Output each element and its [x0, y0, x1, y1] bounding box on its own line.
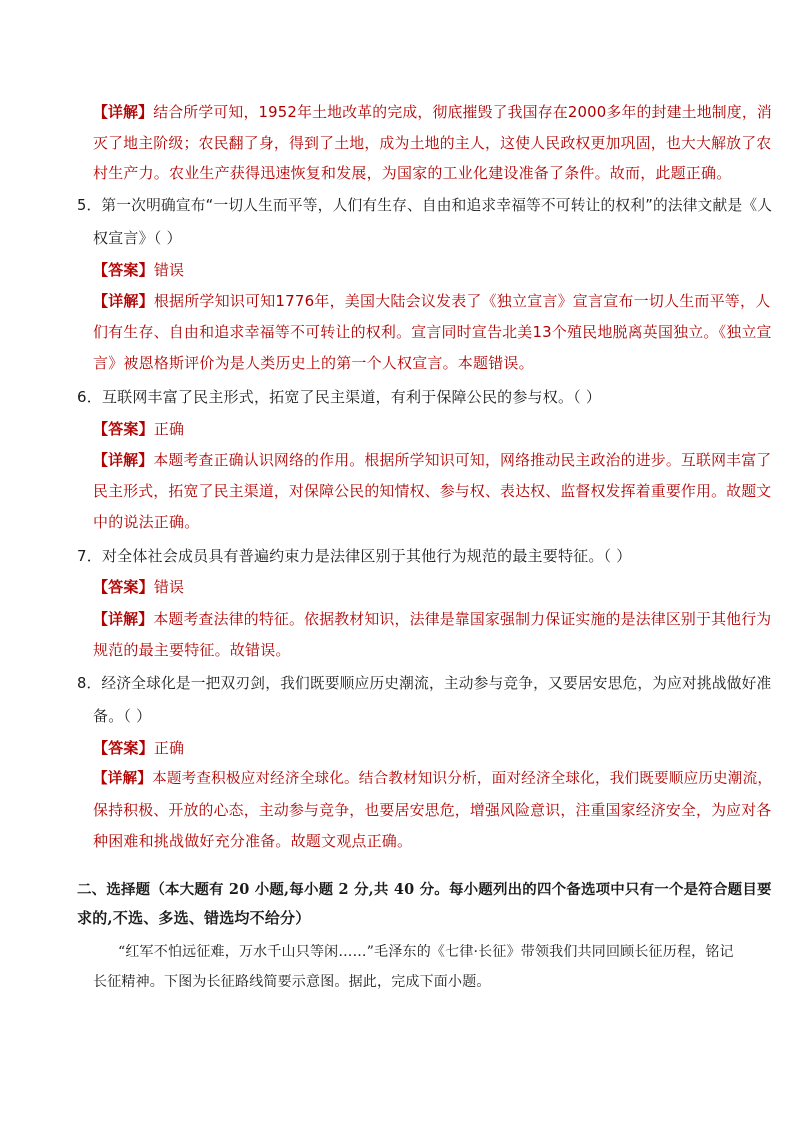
section-2-heading-line-2: 求的,不选、多选、错选均不给分）: [77, 909, 311, 927]
q6-answer-value: 正确: [153, 420, 185, 438]
detail-tag: 【详解】: [93, 451, 154, 469]
q8-detail-text-1: 本题考查积极应对经济全球化。结合教材知识分析，面对经济全球化，我们既要顺应历史潮流，: [152, 770, 773, 787]
q5-stem-line-2: 权宣言》（ ）: [93, 229, 182, 247]
q8-detail-line-2: 保持积极、开放的心态，主动参与竞争，也要居安思危，增强风险意识，注重国家经济安全，为应对各: [93, 801, 772, 819]
passage-line-1: “红军不怕远征难，万水千山只等闲……”毛泽东的《七律·长征》带领我们共同回顾长征历程，铭记: [118, 944, 734, 960]
q6-detail-line-2: 民主形式，拓宽了民主渠道，对保障公民的知情权、参与权、表达权、监督权发挥着重要作用。故题文: [93, 482, 772, 500]
q5-detail-line-2: 们有生存、自由和追求幸福等不可转让的权利。宣言同时宣告北美13个殖民地脱离英国独立。《独立宣: [93, 323, 772, 341]
q6-detail-text-1: 本题考查正确认识网络的作用。根据所学知识可知，网络推动民主政治的进步。互联网丰富了: [153, 451, 772, 469]
q5-stem-line-1: 5．第一次明确宣布“一切人生而平等，人们有生存、自由和追求幸福等不可转让的权利”的法律文献是《人: [77, 197, 773, 214]
q6-detail-line-3: 中的说法正确。: [93, 513, 200, 531]
answer-tag: 【答案】: [93, 261, 154, 279]
q7-detail-line-1: [93, 609, 771, 629]
q4-detail-line-2: 灭了地主阶级；农民翻了身，得到了土地，成为土地的主人，这使人民政权更加巩固，也大大解放了农: [93, 134, 772, 152]
q6-detail-line-1: [93, 450, 771, 470]
detail-tag: 【详解】: [93, 292, 154, 310]
q5-detail-line-3: 言》被恩格斯评价为是人类历史上的第一个人权宣言。本题错误。: [93, 354, 534, 372]
q5-answer: [93, 260, 184, 280]
q8-stem-line-2: 备。（ ）: [93, 707, 152, 725]
q7-stem: 7．对全体社会成员具有普遍约束力是法律区别于其他行为规范的最主要特征。（ ）: [77, 547, 632, 565]
q4-detail-text-1: 结合所学可知，1952年土地改革的完成，彻底摧毁了我国存在2000多年的封建土地制度，消: [153, 103, 772, 121]
answer-tag: 【答案】: [93, 420, 154, 438]
q6-stem: 6．互联网丰富了民主形式，拓宽了民主渠道，有利于保障公民的参与权。（ ）: [77, 388, 602, 406]
detail-tag: 【详解】: [93, 610, 154, 628]
section-2-heading-line-1: 二、选择题（本大题有 20 小题,每小题 2 分,共 40 分。每小题列出的四个备选项中只有一个是符合题目要: [77, 881, 772, 898]
q5-detail-text-1: 根据所学知识可知1776年，美国大陆会议发表了《独立宣言》宣言宣布一切人生而平等，人: [153, 292, 771, 310]
q6-answer: [93, 419, 184, 439]
detail-tag: 【详解】: [93, 103, 154, 121]
answer-tag: 【答案】: [93, 578, 154, 596]
q8-detail-line-3: 种困难和挑战做好充分准备。故题文观点正确。: [93, 832, 413, 850]
q7-answer: [93, 577, 184, 597]
q7-detail-line-2: 规范的最主要特征。故错误。: [93, 641, 291, 659]
detail-tag: 【详解】: [93, 770, 153, 787]
q8-stem-line-1: 8．经济全球化是一把双刃剑，我们既要顺应历史潮流，主动参与竞争，又要居安思危，为应对挑战做好准: [77, 675, 772, 692]
q8-detail-line-1: [93, 769, 772, 789]
q4-detail-line-1: [93, 102, 772, 122]
q7-answer-value: 错误: [153, 578, 185, 596]
q8-answer: [93, 738, 184, 758]
q5-answer-value: 错误: [153, 261, 185, 279]
q4-detail-line-3: 村生产力。农业生产获得迅速恢复和发展，为国家的工业化建设准备了条件。故而，此题正确。: [93, 164, 732, 182]
q5-detail-line-1: [93, 291, 770, 311]
q8-answer-value: 正确: [153, 739, 185, 757]
passage-line-2: 长征精神。下图为长征路线简要示意图。据此，完成下面小题。: [93, 974, 491, 990]
answer-tag: 【答案】: [93, 739, 154, 757]
q7-detail-text-1: 本题考查法律的特征。依据教材知识，法律是靠国家强制力保证实施的是法律区别于其他行为: [153, 610, 772, 628]
